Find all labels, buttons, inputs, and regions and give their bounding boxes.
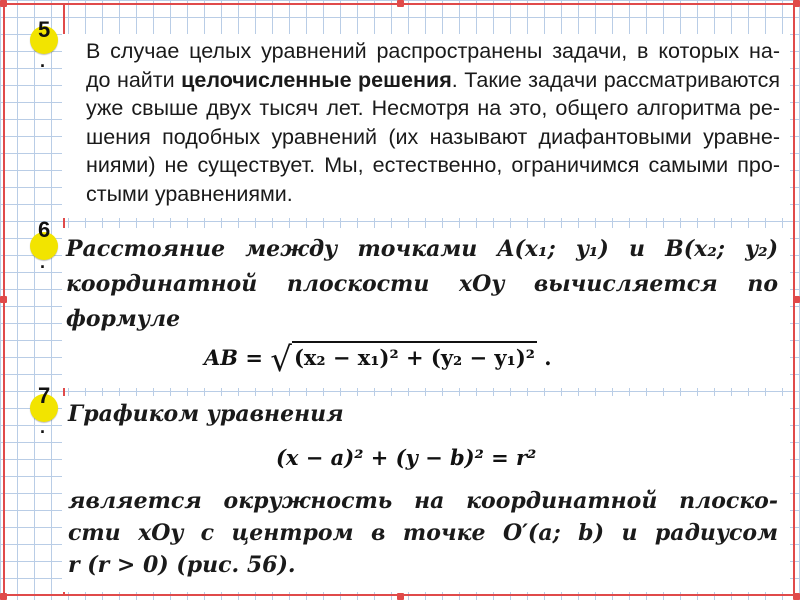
item-7-number: 7 — [38, 383, 51, 408]
text-line: является окружность на координатной плоско- — [68, 488, 778, 514]
formula-expression: (x − a)² + (y − b)² = r² — [276, 445, 537, 470]
text-line: уже свыше двух тысяч лет. Несмотря на это, общего алгоритма ре- — [86, 96, 780, 120]
item-5-text — [86, 37, 780, 208]
text-line: r (r > 0) (рис. 56). — [68, 552, 296, 578]
text-line: сти xOy с центром в точке O′(a; b) и радиусом — [68, 520, 778, 546]
text-line: шения подобных уравнений (их называют диафантовыми уравне- — [86, 124, 780, 149]
corner-dot — [793, 0, 800, 7]
edge-dot — [397, 0, 404, 7]
item-6-dot: . — [40, 252, 46, 272]
item-7-dot: . — [40, 417, 46, 437]
emphasis: целочисленные решения — [181, 67, 452, 92]
text-span: до найти — [86, 67, 175, 92]
text-line: формуле — [66, 306, 181, 332]
edge-dot — [397, 593, 404, 600]
item-5-number: 5 — [38, 17, 51, 42]
square-root — [270, 340, 537, 380]
edge-dot — [0, 296, 7, 303]
formula-lhs: AB = — [204, 345, 263, 370]
radicand: (x₂ − x₁)² + (y₂ − y₁)² — [292, 341, 537, 370]
circle-equation — [276, 445, 536, 470]
corner-dot — [0, 0, 7, 7]
radical-sign-icon: √ — [270, 340, 292, 380]
text-line: координатной плоскости xOy вычисляется по — [66, 271, 778, 297]
item-6-text — [66, 232, 778, 337]
text-line — [86, 66, 780, 95]
text-span: . Такие задачи рассматриваются — [451, 67, 780, 92]
edge-dot — [793, 296, 800, 303]
item-6-number: 6 — [38, 217, 51, 242]
item-7-text — [68, 485, 778, 581]
formula-end: . — [544, 345, 552, 370]
item-5-dot: . — [40, 51, 46, 71]
corner-dot — [793, 593, 800, 600]
text-line: Расстояние между точками A(x₁; y₁) и B(x₂; y₂) — [66, 236, 778, 262]
text-line: В случае целых уравнений распространены задачи, в которых на- — [86, 39, 780, 63]
item-7-heading: Графиком уравнения — [68, 401, 344, 427]
text-line: ниями) не существует. Мы, естественно, ограничимся самыми про- — [86, 153, 780, 177]
corner-dot — [0, 593, 7, 600]
distance-formula — [204, 340, 552, 380]
text-line: стыми уравнениями. — [86, 181, 293, 206]
